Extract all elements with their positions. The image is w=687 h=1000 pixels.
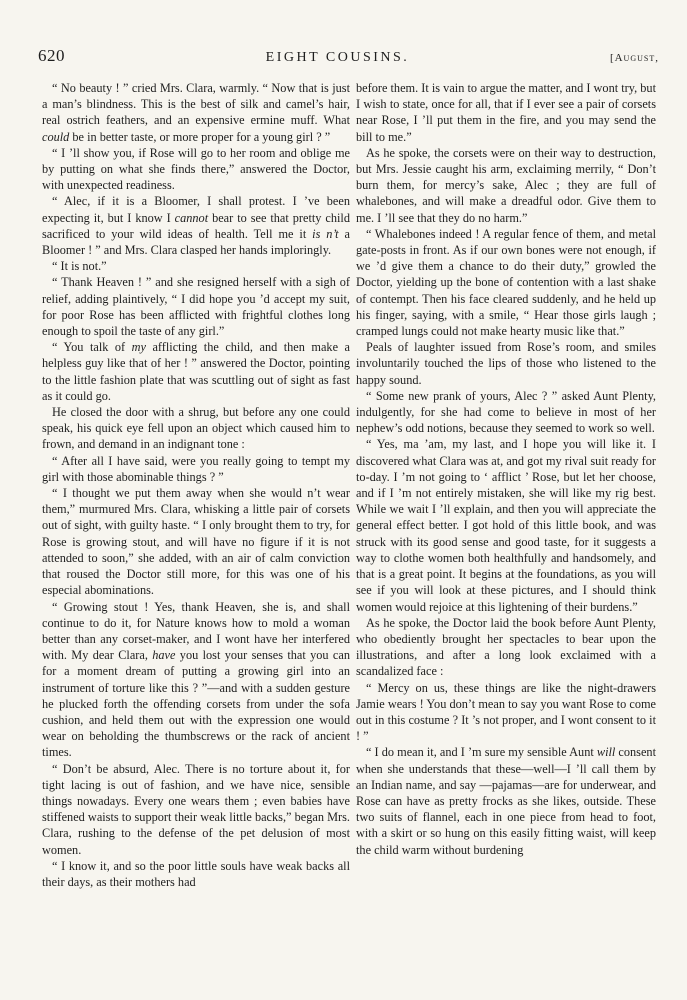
left-text-column: [42, 80, 350, 890]
paragraph: [356, 145, 656, 226]
text-run: bear to see that pretty child sacrificed to your wild ideas of health. Tell me it: [42, 210, 350, 241]
text-run: As he spoke, the corsets were on their way to destruction, but Mrs. Jessie caught his arm, exclaiming merrily, “ Don’t burn them, for mercy’s sake, Alec ; they are full of whalebones, and will make a dreadful odor. Give them to me. I ’ll see that they do no harm.”: [356, 145, 656, 225]
text-run: “ You talk of: [52, 340, 132, 355]
emphasis-text: my: [131, 340, 146, 355]
text-run: “ Don’t be absurd, Alec. There is no torture about it, for tight lacing is out of fashion, and we have nice, sensible things nowadays. Every one wears them ; even babies have stiffened waists to support their weak little backs,” began Mrs. Clara, rushing to the defense of the pet delusion of most women.: [42, 761, 350, 857]
text-run: “ Mercy on us, these things are like the night-drawers Jamie wears ! You don’t mean to say you want Rose to come out in this costume ? It ’s not proper, and I wont consent to it ! ”: [356, 680, 656, 744]
text-run: “ I know it, and so the poor little souls have weak backs all their days, as their mothers had: [42, 858, 350, 889]
text-run: “ Yes, ma ’am, my last, and I hope you will like it. I discovered what Clara was at, and got my rival suit ready for to-day. I ’m not going to ‘ afflict ’ Rose, but let her choose, and if I ’m not entirely mistaken, she will like my rig best. While we wait I ’ll explain, and then you will appreciate the general effect better. I got hold of this little book, and was struck with its good sense and good taste, for it suggests a way to clothe women both healthfully and handsomely, and that is a great point. It begins at the foundations, as you will see if you will look at these pictures, and I should think women would rejoice at this lightening of their burdens.”: [356, 437, 656, 614]
paragraph: [42, 404, 350, 453]
text-run: “ Whalebones indeed ! A regular fence of them, and metal gate-posts in front. As if our own bones were not enough, if we ’d give them a chance to do their duty,” growled the Doctor, yielding up the bone of contention with a last shake of contempt. Then his face cleared suddenly, and he held up his finger, saying, with a smile, “ Hear those girls laugh ; cramped lungs could not make hearty music like that.”: [356, 226, 656, 339]
text-run: “ I do mean it, and I ’m sure my sensible Aunt: [366, 745, 597, 760]
paragraph: [42, 453, 350, 485]
paragraph: [42, 80, 350, 145]
text-run: “ Thank Heaven ! ” and she resigned herself with a sigh of relief, adding plaintively, “ I did hope you ’d accept my suit, for poor Rose has been afflicted with frightful clothes long enough to spoil the taste of any girl.”: [42, 275, 350, 339]
month-label: [August,: [609, 52, 659, 64]
emphasis-text: have: [152, 648, 176, 663]
emphasis-text: will: [596, 745, 616, 760]
text-run: “ No beauty ! ” cried Mrs. Clara, warmly. “ Now that is just a man’s blindness. This is the best of silk and camel’s hair, real ostrich feathers, and an expensive ermine muff. What: [42, 81, 350, 128]
paragraph: [356, 615, 656, 680]
text-run: “ I thought we put them away when she would n’t wear them,” murmured Mrs. Clara, whisking a little pair of corsets out of sight, with guilty haste. “ I only brought them to try, for Rose is growing stout, and will have no figure if it is not attended to soon,” she added, with an air of calm conviction that roused the Doctor still more, for this was one of his especial abominations.: [42, 486, 350, 598]
paragraph: [356, 388, 656, 437]
text-run: “ After all I have said, were you really going to tempt my girl with those abominable things ? ”: [42, 453, 350, 484]
paragraph: [356, 80, 656, 145]
running-header: [38, 46, 659, 66]
text-run: “ Growing stout ! Yes, thank Heaven, she is, and shall continue to do it, for Nature knows how to mold a woman better than any corset-maker, and I wont have her interfered with. My dear Clara,: [42, 599, 350, 663]
paragraph: [42, 145, 350, 194]
right-text-column: [356, 80, 656, 858]
text-run: He closed the door with a shrug, but before any one could speak, his quick eye fell upon an object which caused him to frown, and demand in an indignant tone :: [42, 405, 350, 452]
running-title: EIGHT COUSINS.: [265, 50, 410, 65]
text-run: As he spoke, the Doctor laid the book before Aunt Plenty, who obediently brought her spectacles to bear upon the illustrations, and after a long look exclaimed with a scandalized face :: [356, 615, 656, 679]
paragraph: [356, 226, 656, 339]
text-run: afflicting the child, and then make a helpless guy like that of her ! ” answered the Doctor, pointing to the little fashion plate that was scuttling out of sight as fast as it could go.: [42, 340, 350, 403]
text-run: you lost your senses that you can for a moment dream of putting a growing girl into an instrument of torture like this ? ”—and with a sudden gesture he plucked forth the offending corsets from under the sofa cushion, and held them out with the expression one would wear on beholding the thumbscrews or the rack of ancient times.: [42, 648, 350, 760]
text-run: “ It is not.”: [52, 259, 107, 274]
text-run: “ Alec, if it is a Bloomer, I shall protest. I ’ve been expecting it, but I know I: [42, 194, 350, 225]
paragraph: [42, 258, 350, 274]
paragraph: [42, 858, 350, 890]
text-run: consent when she understands that these—well—I ’ll call them by an Indian name, and say —pajamas—are for underwear, and Rose can have as pretty frocks as she likes, outside. These two suits of flannel, each in one piece from head to foot, with a skirt or so hung on this easily fitting waist, will keep the child warm without burdening: [356, 745, 656, 857]
paragraph: [356, 744, 656, 857]
paragraph: [42, 193, 350, 258]
paragraph: [356, 339, 656, 388]
paragraph: [42, 339, 350, 404]
emphasis-text: could: [42, 129, 70, 144]
text-run: be in better taste, or more proper for a young girl ? ”: [69, 129, 331, 144]
text-run: before them. It is vain to argue the matter, and I wont try, but I wish to state, once for all, that if I ever see a pair of corsets near Rose, I ’ll put them in the fire, and you may send the bill to me.”: [356, 81, 656, 144]
text-run: Peals of laughter issued from Rose’s room, and smiles involuntarily touched the lips of those who listened to the happy sound.: [356, 340, 656, 387]
paragraph: [356, 436, 656, 614]
paragraph: [42, 485, 350, 598]
text-run: “ Some new prank of yours, Alec ? ” asked Aunt Plenty, indulgently, for she had come to believe in most of her nephew’s odd notions, because they seemed to work so well.: [356, 388, 656, 436]
text-run: “ I ’ll show you, if Rose will go to her room and oblige me by putting on what she finds there,” answered the Doctor, with unexpected readiness.: [42, 145, 350, 193]
paragraph: [356, 680, 656, 745]
emphasis-text: cannot: [174, 210, 209, 225]
paragraph: [42, 761, 350, 858]
paragraph: [42, 274, 350, 339]
text-run: a Bloomer ! ” and Mrs. Clara clasped her hands imploringly.: [42, 226, 350, 258]
emphasis-text: is n’t: [312, 226, 339, 241]
paragraph: [42, 599, 350, 761]
page-number: 620: [38, 46, 65, 65]
